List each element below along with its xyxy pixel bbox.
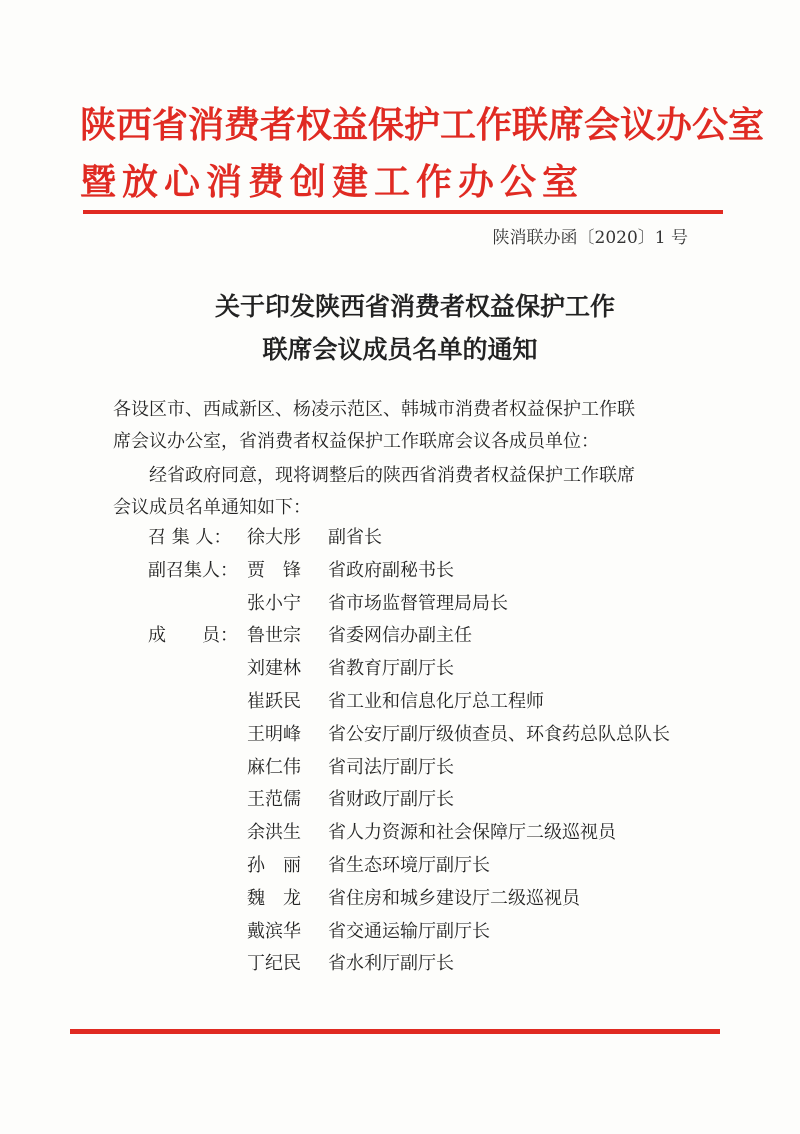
member-title: 省人力资源和社会保障厅二级巡视员 (328, 822, 616, 844)
member-row (0, 852, 800, 880)
member-title: 省政府副秘书长 (328, 559, 454, 581)
member-title: 省委网信办副主任 (328, 625, 472, 647)
member-title: 省公安厅副厅级侦查员、环食药总队总队长 (328, 723, 670, 745)
member-name: 张小宁 (247, 592, 301, 614)
body-line-2: 会议成员名单通知如下： (113, 497, 311, 518)
member-row (0, 721, 800, 749)
letterhead-line-1: 陕西省消费者权益保护工作联席会议办公室 (80, 104, 765, 146)
member-title: 省工业和信息化厅总工程师 (328, 691, 544, 712)
member-name: 魏 龙 (247, 887, 301, 909)
footer-divider (70, 1029, 720, 1034)
member-name: 徐大彤 (247, 527, 301, 548)
member-row (0, 819, 800, 847)
member-row (0, 557, 800, 585)
member-role: 成 员： (148, 625, 238, 647)
member-name: 麻仁伟 (247, 756, 301, 778)
member-row (0, 885, 800, 913)
document-number: 陕消联办函〔2020〕1 号 (492, 228, 688, 248)
member-name: 戴滨华 (247, 920, 301, 942)
member-row (0, 524, 800, 552)
member-name: 崔跃民 (247, 691, 301, 712)
member-name: 丁纪民 (247, 953, 301, 975)
member-row (0, 786, 800, 814)
member-name: 王明峰 (247, 723, 301, 745)
member-title: 省交通运输厅副厅长 (328, 920, 490, 942)
member-row (0, 622, 800, 650)
addressee-line-2: 席会议办公室，省消费者权益保护工作联席会议各成员单位： (113, 431, 599, 452)
addressee-line-1: 各设区市、西咸新区、杨凌示范区、韩城市消费者权益保护工作联 (113, 399, 635, 420)
letterhead-divider (83, 210, 723, 214)
member-title: 副省长 (328, 527, 382, 548)
body-line-1: 经省政府同意，现将调整后的陕西省消费者权益保护工作联席 (149, 465, 635, 486)
member-title: 省司法厅副厅长 (328, 756, 454, 778)
member-row (0, 950, 800, 978)
member-title: 省财政厅副厅长 (328, 789, 454, 811)
member-row (0, 655, 800, 683)
document-title-line-2: 联席会议成员名单的通知 (262, 335, 538, 364)
member-row (0, 590, 800, 618)
member-name: 余洪生 (247, 822, 301, 844)
member-title: 省水利厅副厅长 (328, 953, 454, 975)
member-name: 贾 锋 (247, 559, 301, 581)
member-name: 刘建林 (247, 658, 301, 680)
member-row (0, 918, 800, 946)
member-title: 省教育厅副厅长 (328, 658, 454, 680)
letterhead-line-2: 暨放心消费创建工作办公室 (80, 161, 585, 203)
member-title: 省住房和城乡建设厅二级巡视员 (328, 887, 580, 909)
document-title-line-1: 关于印发陕西省消费者权益保护工作 (214, 292, 615, 321)
member-title: 省生态环境厅副厅长 (328, 855, 490, 876)
member-title: 省市场监督管理局局长 (328, 592, 508, 614)
member-name: 王范儒 (247, 789, 301, 811)
member-row (0, 754, 800, 782)
member-name: 鲁世宗 (247, 625, 301, 647)
member-role: 召 集 人： (148, 527, 232, 548)
member-name: 孙 丽 (247, 855, 301, 876)
member-role: 副召集人： (148, 559, 238, 581)
member-row (0, 688, 800, 716)
